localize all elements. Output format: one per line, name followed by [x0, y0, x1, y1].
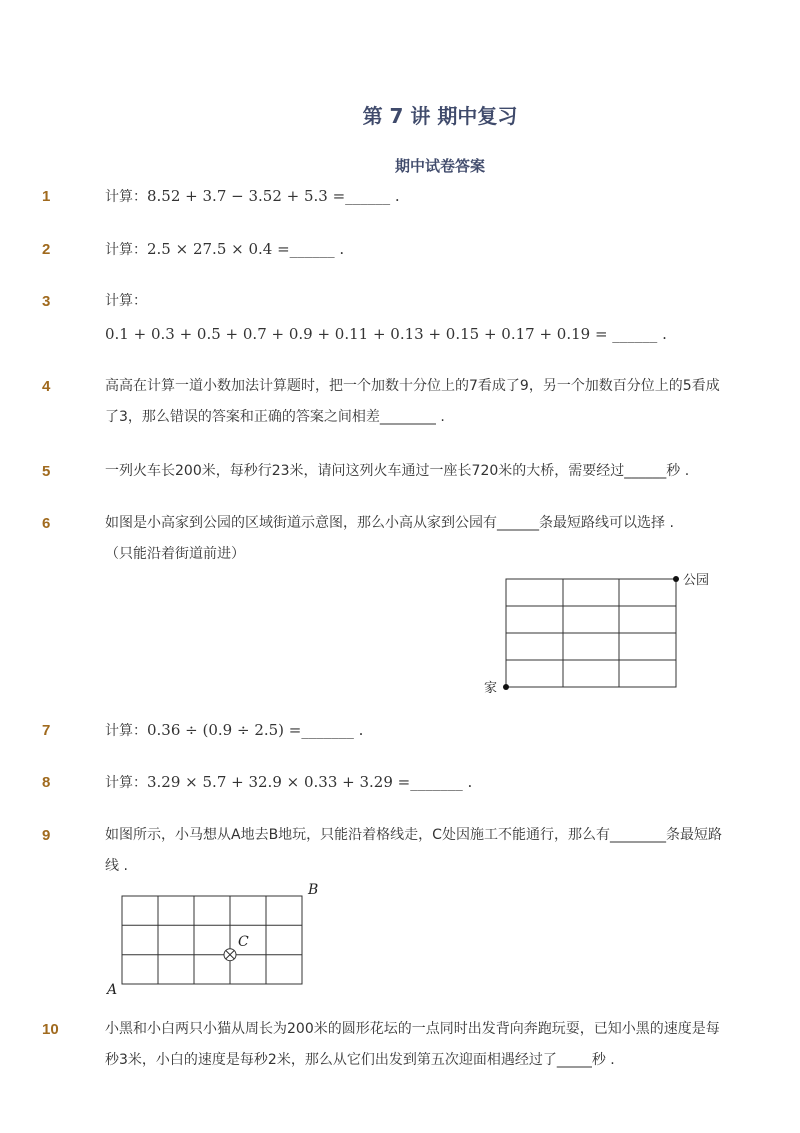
point-b-label: B — [308, 882, 319, 898]
question-number: 1 — [42, 188, 51, 205]
park-point — [673, 576, 679, 582]
question-note: （只能沿着街道前进） — [105, 546, 245, 562]
question-math: 8.52 + 3.7 − 3.52 + 5.3 =______ . — [147, 187, 400, 205]
question-number: 5 — [42, 463, 51, 480]
path-grid-diagram — [100, 880, 330, 1000]
blocked-point-icon — [224, 949, 236, 961]
home-label: 家 — [484, 681, 498, 696]
question-number: 4 — [42, 378, 51, 395]
question-math: 0.1 + 0.3 + 0.5 + 0.7 + 0.9 + 0.11 + 0.13 + 0.15 + 0.17 + 0.19 = ______ . — [105, 325, 667, 343]
question-number: 8 — [42, 774, 51, 791]
question-label: 计算： — [105, 723, 147, 739]
question-math: 3.29 × 5.7 + 32.9 × 0.33 + 3.29 =_______ . — [147, 773, 473, 791]
point-c-label: C — [238, 934, 249, 950]
question-text: 如图所示，小马想从A地去B地玩，只能沿着格线走，C处因施工不能通行，那么有________条最短路线 . — [105, 827, 722, 874]
question-text: 一列火车长200米，每秒行23米，请问这列火车通过一座长720米的大桥，需要经过______秒 . — [105, 463, 690, 479]
page-subtitle: 期中试卷答案 — [394, 157, 485, 175]
question-label: 计算： — [105, 775, 147, 791]
question-math: 0.36 ÷ (0.9 ÷ 2.5) =_______ . — [147, 721, 364, 739]
question-number: 6 — [42, 515, 51, 532]
question-text: 如图是小高家到公园的区域街道示意图，那么小高从家到公园有______条最短路线可以选择 . — [105, 515, 674, 531]
question-number: 3 — [42, 293, 51, 310]
point-a-label: A — [107, 982, 118, 998]
question-number: 10 — [42, 1021, 59, 1038]
page-title: 第 7 讲 期中复习 — [362, 104, 518, 128]
question-math: 2.5 × 27.5 × 0.4 =______ . — [147, 240, 345, 258]
home-point — [503, 684, 509, 690]
question-label: 计算： — [105, 293, 147, 309]
park-label: 公园 — [683, 573, 710, 588]
question-text: 高高在计算一道小数加法计算题时，把一个加数十分位上的7看成了9，另一个加数百分位上的5看成了3，那么错误的答案和正确的答案之间相差________ . — [105, 378, 720, 425]
question-number: 2 — [42, 241, 51, 258]
question-text: 小黑和小白两只小猫从周长为200米的圆形花坛的一点同时出发背向奔跑玩耍，已知小黑的速度是每秒3米，小白的速度是每秒2米，那么从它们出发到第五次迎面相遇经过了_____秒 . — [105, 1021, 720, 1068]
question-label: 计算： — [105, 189, 147, 205]
question-number: 9 — [42, 827, 51, 844]
street-grid-diagram — [470, 565, 730, 700]
question-label: 计算： — [105, 242, 147, 258]
question-number: 7 — [42, 722, 51, 739]
grid-border — [122, 896, 302, 984]
